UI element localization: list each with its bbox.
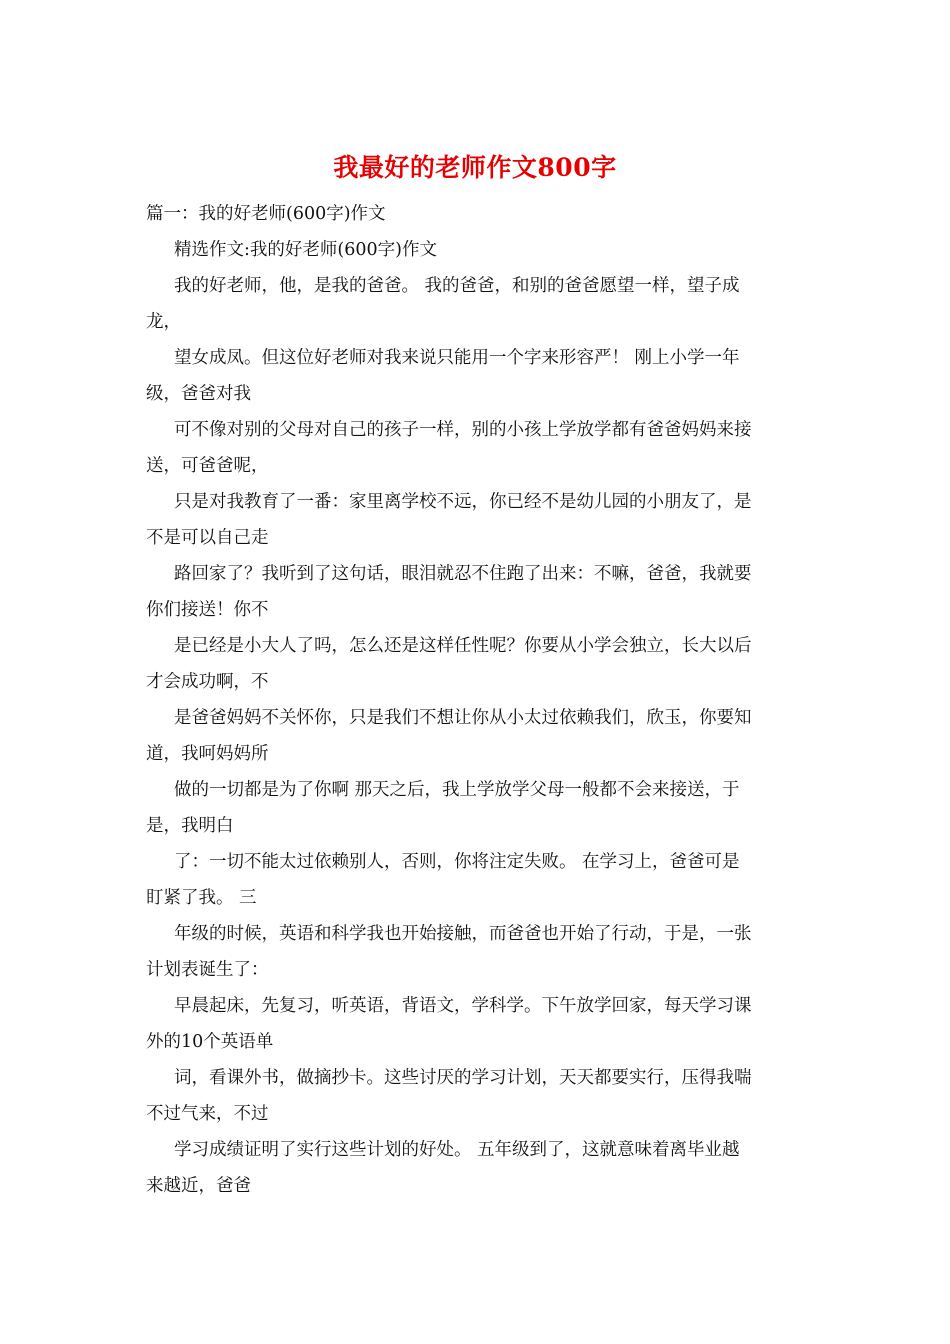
- text-line: 年级的时候，英语和科学我也开始接触，而爸爸也开始了行动，于是，一张: [174, 924, 752, 944]
- text-line: 望女成凤。但这位好老师对我来说只能用一个字来形容严！ 刚上小学一年: [174, 348, 740, 368]
- text-line: 你们接送！你不: [146, 600, 269, 620]
- text-line: 不过气来，不过: [146, 1104, 269, 1124]
- text-line: 盯紧了我。 三: [146, 888, 257, 908]
- text-line: 精选作文:我的好老师(600字)作文: [174, 240, 437, 260]
- text-line: 来越近，爸爸: [146, 1176, 251, 1196]
- text-line: 是已经是小大人了吗，怎么还是这样任性呢？你要从小学会独立，长大以后: [174, 636, 752, 656]
- text-line: 道，我呵妈妈所: [146, 744, 269, 764]
- page-title: 我最好的老师作文800字: [333, 153, 617, 182]
- text-line: 计划表诞生了：: [146, 960, 269, 980]
- text-line: 早晨起床，先复习，听英语，背语文，学科学。下午放学回家，每天学习课: [174, 996, 752, 1016]
- text-line: 只是对我教育了一番：家里离学校不远，你已经不是幼儿园的小朋友了，是: [174, 492, 752, 512]
- text-line: 我的好老师，他，是我的爸爸。 我的爸爸，和别的爸爸愿望一样，望子成: [174, 276, 740, 296]
- text-line: 词，看课外书，做摘抄卡。这些讨厌的学习计划，天天都要实行，压得我喘: [174, 1068, 752, 1088]
- text-line: 是，我明白: [146, 816, 234, 836]
- text-line: 不是可以自己走: [146, 528, 269, 548]
- text-line: 级，爸爸对我: [146, 384, 251, 404]
- text-line: 做的一切都是为了你啊 那天之后，我上学放学父母一般都不会来接送，于: [174, 780, 740, 800]
- text-line: 篇一：我的好老师(600字)作文: [146, 204, 386, 224]
- text-line: 是爸爸妈妈不关怀你，只是我们不想让你从小太过依赖我们，欣玉，你要知: [174, 708, 752, 728]
- text-line: 送，可爸爸呢，: [146, 456, 269, 476]
- text-line: 学习成绩证明了实行这些计划的好处。 五年级到了，这就意味着离毕业越: [174, 1140, 740, 1160]
- text-line: 龙，: [146, 312, 181, 332]
- text-line: 了：一切不能太过依赖别人，否则，你将注定失败。 在学习上，爸爸可是: [174, 852, 740, 872]
- text-line: 才会成功啊，不: [146, 672, 269, 692]
- text-line: 外的10个英语单: [146, 1032, 274, 1052]
- text-line: 可不像对别的父母对自己的孩子一样，别的小孩上学放学都有爸爸妈妈来接: [174, 420, 752, 440]
- text-line: 路回家了？我听到了这句话，眼泪就忍不住跑了出来：不嘛，爸爸，我就要: [174, 564, 752, 584]
- essay-body: [146, 196, 811, 1204]
